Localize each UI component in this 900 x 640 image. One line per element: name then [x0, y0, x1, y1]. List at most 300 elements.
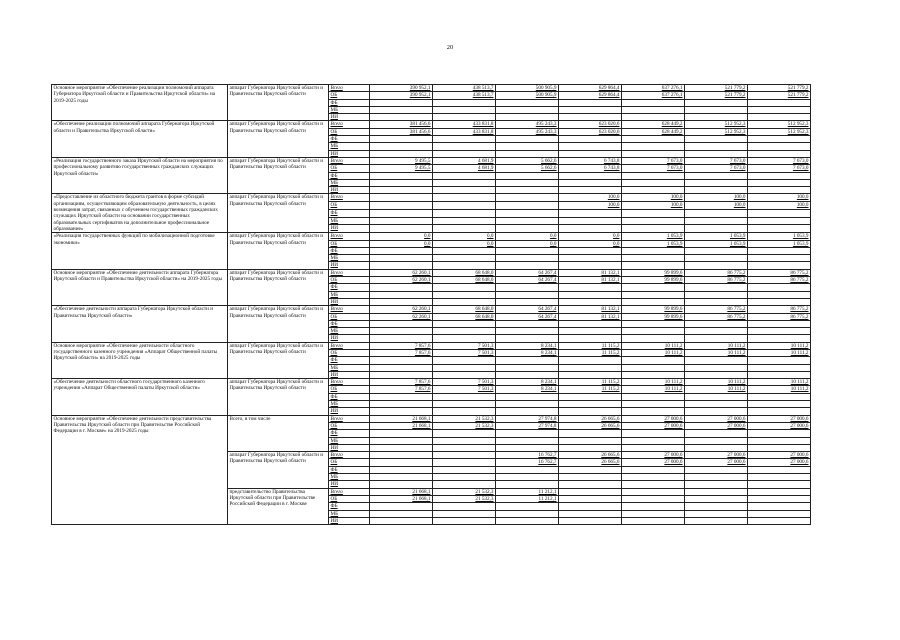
funding-source-cell: МБ: [329, 143, 370, 150]
amount-cell: [748, 364, 811, 371]
amount-cell: 11 115,2: [559, 379, 622, 386]
amount-cell: [559, 393, 622, 400]
funding-source-cell: МБ: [329, 328, 370, 335]
amount-cell: 21 668,1: [370, 422, 433, 429]
amount-cell: 10 111,2: [685, 379, 748, 386]
amount-cell: 81 132,1: [559, 277, 622, 284]
amount-cell: 0,0: [559, 240, 622, 247]
amount-cell: [370, 371, 433, 378]
amount-cell: 21 532,3: [433, 495, 496, 502]
amount-cell: 5 662,6: [496, 157, 559, 164]
executor-cell: аппарат Губернатора Иркутской области и Правительства Иркутской области: [228, 452, 329, 488]
amount-cell: [433, 225, 496, 233]
amount-cell: [559, 106, 622, 113]
funding-source-cell: ИИ: [329, 225, 370, 233]
funding-source-cell: ОБ: [329, 240, 370, 247]
amount-cell: [685, 430, 748, 437]
amount-cell: [685, 474, 748, 481]
activity-name-cell: Основное мероприятие «Обеспечение деятельности представительства Правительства Иркутской области при Правительстве Российской Федерации в г. Москве» на 2019-2025 годы: [52, 415, 228, 524]
amount-cell: [370, 357, 433, 364]
amount-cell: 637 276,1: [622, 92, 685, 99]
table-row: [52, 269, 811, 276]
amount-cell: 628 449,2: [622, 128, 685, 135]
amount-cell: 26 665,6: [559, 459, 622, 466]
amount-cell: [433, 194, 496, 202]
amount-cell: 381 456,6: [370, 128, 433, 135]
funding-source-cell: ОБ: [329, 349, 370, 356]
amount-cell: [685, 225, 748, 233]
amount-cell: 100,0: [622, 202, 685, 210]
amount-cell: [370, 136, 433, 143]
amount-cell: 64 267,4: [496, 269, 559, 276]
amount-cell: [685, 328, 748, 335]
amount-cell: 26 665,6: [559, 452, 622, 459]
amount-cell: [433, 357, 496, 364]
amount-cell: 1 053,9: [622, 233, 685, 240]
amount-cell: 5 662,6: [496, 165, 559, 172]
amount-cell: 10 111,2: [622, 349, 685, 356]
funding-source-cell: Всего: [329, 121, 370, 128]
amount-cell: [496, 371, 559, 378]
amount-cell: [685, 503, 748, 510]
amount-cell: [370, 437, 433, 444]
amount-cell: 11 212,1: [496, 488, 559, 495]
amount-cell: [685, 291, 748, 298]
amount-cell: [370, 393, 433, 400]
amount-cell: 512 952,3: [685, 121, 748, 128]
amount-cell: 7 501,3: [433, 379, 496, 386]
funding-source-cell: ИИ: [329, 187, 370, 194]
amount-cell: 27 000,6: [622, 452, 685, 459]
amount-cell: [496, 99, 559, 106]
amount-cell: [559, 172, 622, 179]
amount-cell: [433, 364, 496, 371]
amount-cell: 7 673,0: [748, 157, 811, 164]
amount-cell: [496, 357, 559, 364]
amount-cell: 438 513,7: [433, 85, 496, 92]
amount-cell: [685, 335, 748, 342]
amount-cell: 7 857,6: [370, 386, 433, 393]
amount-cell: [370, 143, 433, 150]
amount-cell: [433, 408, 496, 415]
amount-cell: 27 974,8: [496, 415, 559, 422]
funding-source-cell: МБ: [329, 291, 370, 298]
funding-source-cell: ИИ: [329, 481, 370, 488]
amount-cell: [370, 255, 433, 262]
amount-cell: [622, 217, 685, 225]
amount-cell: [433, 393, 496, 400]
amount-cell: 1 053,9: [685, 233, 748, 240]
amount-cell: [496, 106, 559, 113]
amount-cell: [622, 284, 685, 291]
amount-cell: [685, 143, 748, 150]
amount-cell: [622, 209, 685, 217]
amount-cell: 81 132,1: [559, 306, 622, 313]
amount-cell: [622, 466, 685, 473]
amount-cell: [370, 202, 433, 210]
amount-cell: [622, 255, 685, 262]
amount-cell: [622, 517, 685, 524]
funding-source-cell: ФБ: [329, 172, 370, 179]
funding-source-cell: ФБ: [329, 247, 370, 254]
amount-cell: [559, 503, 622, 510]
amount-cell: 7 673,0: [685, 165, 748, 172]
amount-cell: 100,0: [559, 202, 622, 210]
amount-cell: [559, 371, 622, 378]
funding-source-cell: ИИ: [329, 517, 370, 524]
table-row: [52, 194, 811, 202]
amount-cell: 512 952,3: [748, 121, 811, 128]
funding-source-cell: Всего: [329, 233, 370, 240]
amount-cell: 64 267,4: [496, 306, 559, 313]
amount-cell: [622, 393, 685, 400]
amount-cell: 27 000,6: [748, 422, 811, 429]
amount-cell: 629 864,4: [559, 92, 622, 99]
funding-source-cell: ФБ: [329, 503, 370, 510]
amount-cell: 390 952,1: [370, 85, 433, 92]
amount-cell: [559, 114, 622, 121]
amount-cell: [370, 364, 433, 371]
amount-cell: [433, 459, 496, 466]
activity-name-cell: Основное мероприятие «Обеспечение деятельности аппарата Губернатора Иркутской области и Правительства Иркутской области» на 2019-2025 годы: [52, 269, 228, 305]
activity-name-cell: «Реализация государственного заказа Иркутской области на мероприятия по профессиональному развитию государственных гражданских служащих Иркутской области»: [52, 157, 228, 193]
amount-cell: [370, 291, 433, 298]
amount-cell: 100,0: [622, 194, 685, 202]
amount-cell: 27 000,6: [685, 415, 748, 422]
activity-name-cell: «Обеспечение деятельности аппарата Губернатора Иркутской области и Правительства Иркутской области»: [52, 306, 228, 342]
amount-cell: [496, 172, 559, 179]
amount-cell: 64 267,4: [496, 313, 559, 320]
amount-cell: [433, 298, 496, 305]
amount-cell: 521 779,2: [685, 85, 748, 92]
funding-source-cell: ФБ: [329, 393, 370, 400]
amount-cell: [622, 474, 685, 481]
amount-cell: 8 234,1: [496, 386, 559, 393]
amount-cell: [559, 430, 622, 437]
table-row: [52, 342, 811, 349]
amount-cell: [496, 247, 559, 254]
amount-cell: [370, 114, 433, 121]
amount-cell: [685, 320, 748, 327]
amount-cell: [370, 298, 433, 305]
funding-source-cell: ОБ: [329, 386, 370, 393]
amount-cell: [622, 99, 685, 106]
amount-cell: 10 111,2: [748, 342, 811, 349]
table-row: [52, 415, 811, 422]
amount-cell: [748, 114, 811, 121]
amount-cell: [370, 99, 433, 106]
amount-cell: [496, 150, 559, 157]
amount-cell: 62 260,1: [370, 269, 433, 276]
amount-cell: [559, 150, 622, 157]
amount-cell: 7 857,6: [370, 349, 433, 356]
funding-source-cell: ФБ: [329, 357, 370, 364]
funding-source-cell: ФБ: [329, 320, 370, 327]
amount-cell: [622, 495, 685, 502]
amount-cell: [496, 510, 559, 517]
amount-cell: [685, 495, 748, 502]
amount-cell: [622, 371, 685, 378]
amount-cell: 7 673,0: [622, 165, 685, 172]
amount-cell: 4 681,9: [433, 165, 496, 172]
amount-cell: [370, 209, 433, 217]
amount-cell: 62 260,1: [370, 277, 433, 284]
amount-cell: [748, 99, 811, 106]
amount-cell: [622, 401, 685, 408]
funding-source-cell: ИИ: [329, 298, 370, 305]
amount-cell: 86 775,2: [685, 277, 748, 284]
amount-cell: 433 831,8: [433, 128, 496, 135]
amount-cell: [433, 262, 496, 269]
amount-cell: [685, 209, 748, 217]
amount-cell: [496, 179, 559, 186]
amount-cell: 86 775,2: [748, 313, 811, 320]
amount-cell: [685, 488, 748, 495]
amount-cell: 68 648,0: [433, 313, 496, 320]
amount-cell: [433, 209, 496, 217]
amount-cell: [370, 466, 433, 473]
amount-cell: 100,0: [559, 194, 622, 202]
funding-source-cell: ФБ: [329, 209, 370, 217]
funding-source-cell: Всего: [329, 194, 370, 202]
amount-cell: 86 775,2: [685, 269, 748, 276]
amount-cell: 86 775,2: [748, 277, 811, 284]
amount-cell: 21 532,3: [433, 422, 496, 429]
amount-cell: [748, 284, 811, 291]
amount-cell: [685, 247, 748, 254]
amount-cell: [433, 481, 496, 488]
funding-source-cell: ФБ: [329, 99, 370, 106]
amount-cell: [496, 335, 559, 342]
amount-cell: [370, 335, 433, 342]
amount-cell: [370, 320, 433, 327]
amount-cell: 81 132,1: [559, 269, 622, 276]
amount-cell: [433, 202, 496, 210]
amount-cell: [496, 298, 559, 305]
amount-cell: 4 681,9: [433, 157, 496, 164]
amount-cell: 8 234,1: [496, 379, 559, 386]
amount-cell: [622, 503, 685, 510]
amount-cell: 27 000,6: [622, 459, 685, 466]
amount-cell: [496, 187, 559, 194]
amount-cell: 10 111,2: [685, 342, 748, 349]
amount-cell: [622, 335, 685, 342]
amount-cell: 500 905,9: [496, 92, 559, 99]
amount-cell: 11 115,2: [559, 349, 622, 356]
funding-source-cell: ФБ: [329, 136, 370, 143]
amount-cell: [433, 335, 496, 342]
amount-cell: [748, 335, 811, 342]
amount-cell: 1 053,9: [748, 240, 811, 247]
amount-cell: [685, 172, 748, 179]
amount-cell: [496, 262, 559, 269]
amount-cell: 623 020,6: [559, 128, 622, 135]
amount-cell: [622, 136, 685, 143]
amount-cell: [559, 136, 622, 143]
amount-cell: [685, 106, 748, 113]
amount-cell: 0,0: [496, 233, 559, 240]
amount-cell: [622, 298, 685, 305]
amount-cell: [433, 99, 496, 106]
funding-source-cell: ФБ: [329, 430, 370, 437]
executor-cell: аппарат Губернатора Иркутской области и Правительства Иркутской области: [228, 85, 329, 121]
amount-cell: [496, 114, 559, 121]
amount-cell: 381 456,6: [370, 121, 433, 128]
executor-cell: аппарат Губернатора Иркутской области и Правительства Иркутской области: [228, 194, 329, 233]
amount-cell: 27 000,6: [748, 452, 811, 459]
funding-source-cell: Всего: [329, 157, 370, 164]
amount-cell: [748, 172, 811, 179]
amount-cell: [748, 466, 811, 473]
amount-cell: 16 762,7: [496, 459, 559, 466]
amount-cell: 7 673,0: [622, 157, 685, 164]
amount-cell: [433, 136, 496, 143]
amount-cell: [433, 452, 496, 459]
funding-source-cell: ФБ: [329, 466, 370, 473]
activity-name-cell: «Предоставление из областного бюджета грантов в форме субсидий организациям, осуществляющим образовательную деятельность, в целях возмещения затрат, связанных с обучением государственных гражданских служащих Иркутской области на основании государственных образовательных сертификатов на дополнительное профессиональное образование»: [52, 194, 228, 233]
amount-cell: [433, 284, 496, 291]
amount-cell: [433, 371, 496, 378]
amount-cell: [370, 452, 433, 459]
amount-cell: 10 111,2: [622, 386, 685, 393]
amount-cell: [370, 459, 433, 466]
amount-cell: [622, 106, 685, 113]
funding-table: [51, 84, 811, 525]
amount-cell: [559, 187, 622, 194]
activity-name-cell: «Обеспечение деятельности областного государственного казенного учреждения «Аппарат Общественной палаты Иркутской области»: [52, 379, 228, 415]
amount-cell: 62 260,1: [370, 306, 433, 313]
amount-cell: [496, 481, 559, 488]
amount-cell: [559, 99, 622, 106]
amount-cell: [685, 114, 748, 121]
funding-source-cell: ОБ: [329, 92, 370, 99]
amount-cell: [685, 371, 748, 378]
amount-cell: [370, 284, 433, 291]
amount-cell: [748, 143, 811, 150]
amount-cell: 0,0: [433, 233, 496, 240]
amount-cell: [559, 247, 622, 254]
amount-cell: 7 501,3: [433, 342, 496, 349]
amount-cell: [433, 328, 496, 335]
amount-cell: 10 111,2: [748, 349, 811, 356]
funding-source-cell: ИИ: [329, 150, 370, 157]
amount-cell: [370, 247, 433, 254]
executor-cell: аппарат Губернатора Иркутской области и Правительства Иркутской области: [228, 342, 329, 378]
amount-cell: [433, 444, 496, 451]
amount-cell: [496, 437, 559, 444]
activity-name-cell: «Реализация государственных функций по мобилизационной подготовке экономики»: [52, 233, 228, 269]
executor-cell: представительство Правительства Иркутской области при Правительстве Российской Федерации в г. Москве: [228, 488, 329, 524]
amount-cell: 1 053,9: [622, 240, 685, 247]
amount-cell: 10 111,2: [748, 379, 811, 386]
amount-cell: [748, 430, 811, 437]
amount-cell: [685, 444, 748, 451]
executor-cell: аппарат Губернатора Иркутской области и Правительства Иркутской области: [228, 157, 329, 193]
amount-cell: [496, 255, 559, 262]
amount-cell: 68 648,0: [433, 277, 496, 284]
amount-cell: [622, 444, 685, 451]
amount-cell: [622, 291, 685, 298]
amount-cell: [496, 209, 559, 217]
amount-cell: 512 952,3: [748, 128, 811, 135]
amount-cell: [433, 247, 496, 254]
amount-cell: 86 775,2: [685, 313, 748, 320]
amount-cell: [559, 437, 622, 444]
amount-cell: [559, 474, 622, 481]
amount-cell: [685, 510, 748, 517]
amount-cell: [685, 262, 748, 269]
amount-cell: [748, 495, 811, 502]
amount-cell: [748, 262, 811, 269]
amount-cell: [748, 320, 811, 327]
amount-cell: [496, 291, 559, 298]
funding-source-cell: ОБ: [329, 202, 370, 210]
amount-cell: [559, 179, 622, 186]
funding-source-cell: МБ: [329, 401, 370, 408]
amount-cell: [370, 517, 433, 524]
funding-source-cell: МБ: [329, 106, 370, 113]
amount-cell: [559, 298, 622, 305]
amount-cell: 21 668,1: [370, 495, 433, 502]
amount-cell: [433, 510, 496, 517]
funding-source-cell: ФБ: [329, 284, 370, 291]
amount-cell: [370, 444, 433, 451]
amount-cell: [748, 106, 811, 113]
funding-source-cell: ИИ: [329, 335, 370, 342]
amount-cell: [622, 187, 685, 194]
amount-cell: 7 673,0: [685, 157, 748, 164]
amount-cell: [685, 179, 748, 186]
amount-cell: 0,0: [433, 240, 496, 247]
amount-cell: [748, 255, 811, 262]
amount-cell: [748, 517, 811, 524]
amount-cell: [433, 217, 496, 225]
amount-cell: [559, 262, 622, 269]
amount-cell: [748, 444, 811, 451]
amount-cell: [496, 401, 559, 408]
amount-cell: [685, 481, 748, 488]
amount-cell: [496, 320, 559, 327]
amount-cell: [748, 357, 811, 364]
amount-cell: 495 243,3: [496, 121, 559, 128]
amount-cell: [748, 328, 811, 335]
amount-cell: [433, 187, 496, 194]
amount-cell: 637 276,1: [622, 85, 685, 92]
amount-cell: 8 234,1: [496, 349, 559, 356]
amount-cell: 500 905,9: [496, 85, 559, 92]
funding-source-cell: ИИ: [329, 262, 370, 269]
amount-cell: 21 668,1: [370, 488, 433, 495]
amount-cell: [433, 320, 496, 327]
amount-cell: 81 132,1: [559, 313, 622, 320]
amount-cell: [496, 136, 559, 143]
amount-cell: [622, 437, 685, 444]
amount-cell: 11 115,2: [559, 342, 622, 349]
amount-cell: [685, 408, 748, 415]
amount-cell: [559, 255, 622, 262]
amount-cell: [433, 430, 496, 437]
amount-cell: 27 000,6: [685, 422, 748, 429]
amount-cell: [748, 408, 811, 415]
amount-cell: [748, 437, 811, 444]
amount-cell: [433, 466, 496, 473]
amount-cell: [559, 495, 622, 502]
amount-cell: [496, 364, 559, 371]
amount-cell: [748, 209, 811, 217]
amount-cell: [559, 517, 622, 524]
table-row: [52, 306, 811, 313]
amount-cell: [748, 291, 811, 298]
